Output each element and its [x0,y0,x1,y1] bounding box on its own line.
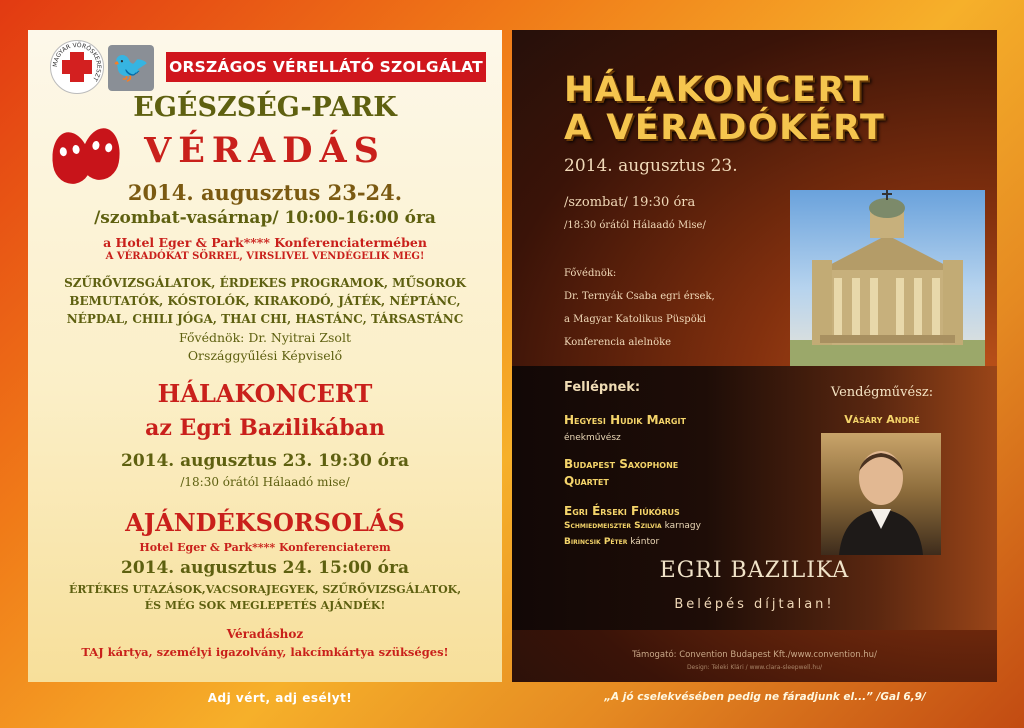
free-entry: Belépés díjtalan! [674,597,835,612]
concert-panel [512,30,997,682]
donation-time: /szombat-vasárnap/ 10:00-16:00 óra [94,208,436,228]
concert-title-left: HÁLAKONCERT [157,379,373,408]
lottery-title: AJÁNDÉKSORSOLÁS [125,508,405,537]
donation-date: 2014. augusztus 23-24. [127,180,403,205]
title-health-park: EGÉSZSÉG-PARK [133,92,397,123]
performer-1-role: énekművész [564,433,621,443]
bible-quote: „A jó cselekvésében pedig ne fáradjunk el...” /Gal 6,9/ [604,691,926,703]
guest-name: Vásáry André [844,413,920,426]
patron-line: a Magyar Katolikus Püspöki [564,314,706,325]
pelican-logo [108,45,154,91]
guest-label: Vendégművész: [830,385,934,400]
conductor-name: Schmiedmeiszter Szilvia [564,521,662,531]
performers-label: Fellépnek: [564,380,641,395]
donation-treat: A VÉRADÓKAT SÖRREL, VIRSLIVEL VENDÉGELIK MEG! [105,251,425,262]
requirements-text: TAJ kártya, személyi igazolvány, lakcímkártya szükséges! [81,645,449,659]
concert-title-1: HÁLAKONCERT [564,70,870,110]
cantor-name: Birincsik Péter [564,537,628,547]
programs-list [28,274,502,328]
conductor-role: karnagy [664,521,701,531]
red-cross-logo [50,40,104,94]
sponsor-text: Támogató: Convention Budapest Kft./www.convention.hu/ [632,650,877,660]
patron-label: Fővédnök: [564,268,617,279]
patron-left: Fővédnök: Dr. Nyitrai Zsolt [179,330,351,345]
pelican-icon: 🐦 [112,50,150,85]
concert-date-left: 2014. augusztus 23. 19:30 óra [120,451,409,471]
concert-date: 2014. augusztus 23. [564,156,738,176]
cantor-role: kántor [630,537,660,547]
basilica-photo [790,190,985,368]
program-line: NÉPDAL, CHILI JÓGA, THAI CHI, HASTÁNC, TÁRSASTÁNC [66,312,464,326]
lottery-venue: Hotel Eger & Park**** Konferenciaterem [139,541,391,554]
program-line: BEMUTATÓK, KÓSTOLÓK, KIRAKODÓ, JÁTÉK, NÉPTÁNC, [69,294,461,308]
cantor-line [564,537,659,547]
performer-1: Hegyesi Hudik Margit [564,413,686,427]
slogan: Adj vért, adj esélyt! [207,691,353,705]
patron-line: Konferencia alelnöke [564,337,672,348]
concert-mass-left: /18:30 órától Hálaadó mise/ [180,475,350,489]
program-line: SZŰRŐVIZSGÁLATOK, ÉRDEKES PROGRAMOK, MŰSOROK [64,276,466,290]
svg-text:MAGYAR VÖRÖSKERESZT: MAGYAR VÖRÖSKERESZT [51,41,103,83]
patron-line: Dr. Ternyák Csaba egri érsek, [564,291,715,302]
donation-venue: a Hotel Eger & Park**** Konferenciatermében [103,235,427,250]
conductor-line [564,521,701,531]
venue-name: EGRI BAZILIKA [659,558,850,583]
lottery-date: 2014. augusztus 24. 15:00 óra [120,558,409,578]
prizes-list [28,582,502,614]
patron-left-role: Országgyűlési Képviselő [187,348,343,363]
performer-2a: Budapest Saxophone [564,457,679,471]
performer-2b: Quartet [564,474,609,488]
prize-line: ÉRTÉKES UTAZÁSOK,VACSORAJEGYEK, SZŰRŐVIZSGÁLATOK, [68,583,462,596]
guest-portrait [821,433,941,555]
prize-line: ÉS MÉG SOK MEGLEPETÉS AJÁNDÉK! [144,599,386,612]
concert-time: /szombat/ 19:30 óra [564,195,696,210]
concert-title-2: A VÉRADÓKÉRT [564,108,886,148]
org-banner: ORSZÁGOS VÉRELLÁTÓ SZOLGÁLAT [166,52,486,82]
design-credit: Design: Teleki Klári / www.clara-sleepwell.hu/ [686,664,823,671]
requirements-title: Véradáshoz [226,627,304,641]
performer-3: Egri Érseki Fiúkórus [564,504,680,518]
blood-donation-panel [28,30,502,682]
concert-place-left: az Egri Bazilikában [145,415,385,441]
concert-mass: /18:30 órától Hálaadó Mise/ [564,220,706,231]
title-blood-donation: VÉRADÁS [144,130,386,171]
